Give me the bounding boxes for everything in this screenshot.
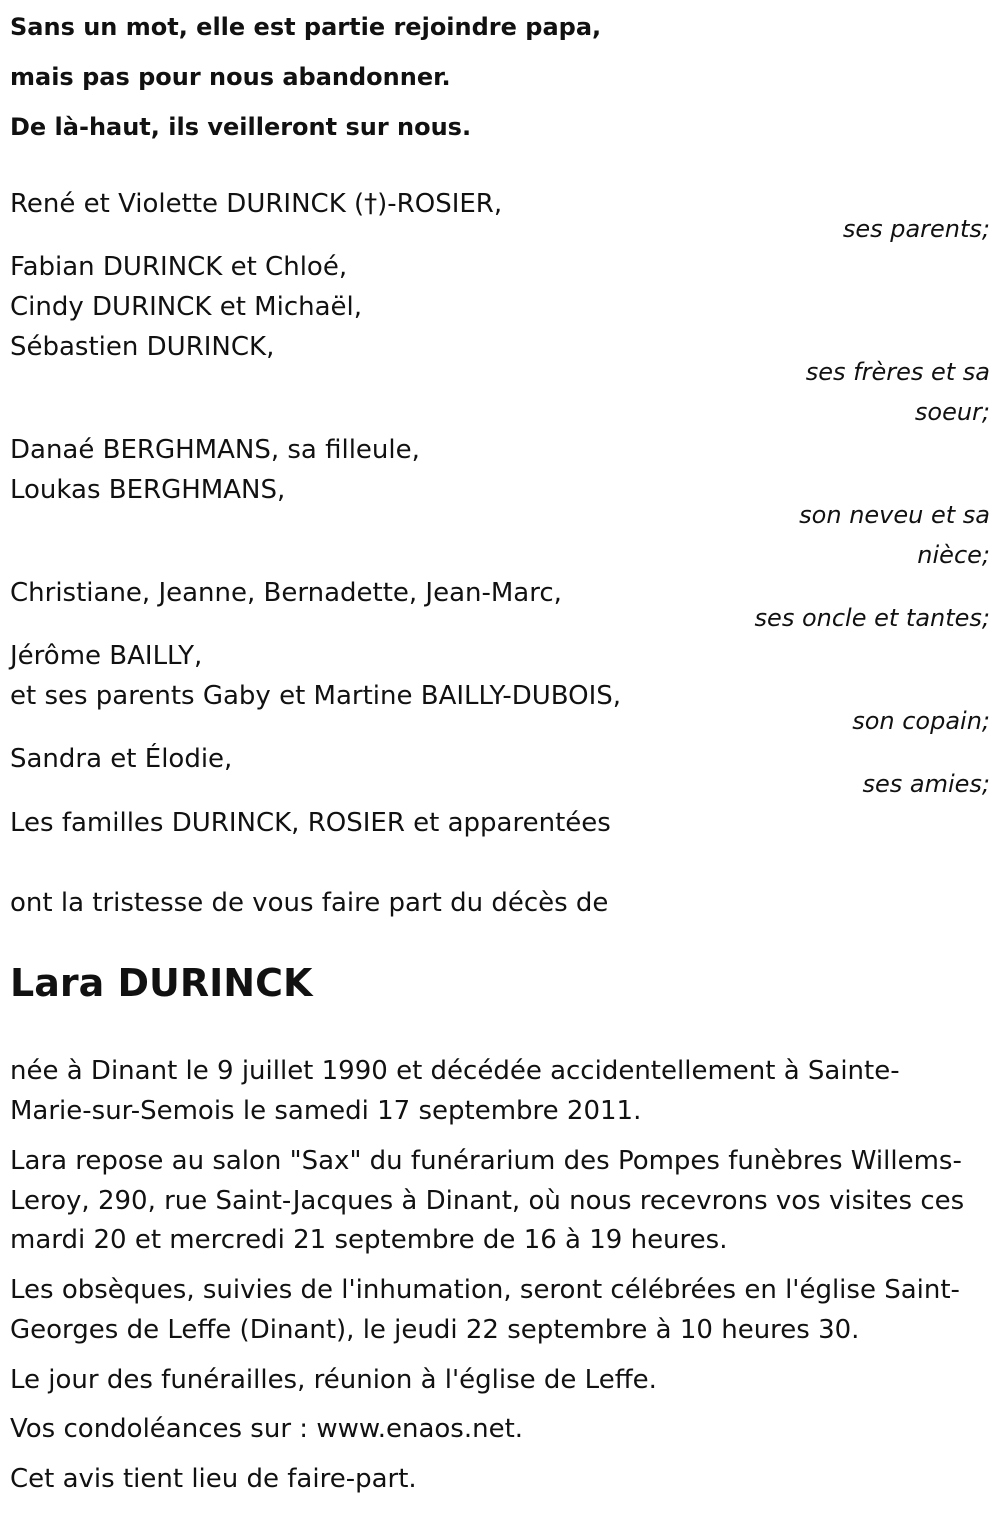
aunts-relation: ses oncle et tantes; bbox=[754, 604, 990, 632]
siblings-relation: ses frères et sa bbox=[805, 358, 990, 386]
details-line: Lara repose au salon "Sax" du funérarium des Pompes funèbres Willems- bbox=[10, 1146, 962, 1176]
announcement: ont la tristesse de vous faire part du décès de bbox=[10, 888, 609, 918]
boyfriend-parents: et ses parents Gaby et Martine BAILLY-DUBOIS, bbox=[10, 681, 622, 711]
details-line: mardi 20 et mercredi 21 septembre de 16 à 19 heures. bbox=[10, 1225, 728, 1255]
friends-names: Sandra et Élodie, bbox=[10, 744, 233, 774]
intro-line: Sans un mot, elle est partie rejoindre papa, bbox=[10, 13, 602, 41]
details-line: née à Dinant le 9 juillet 1990 et décédée accidentellement à Sainte- bbox=[10, 1056, 900, 1086]
boyfriend-name: Jérôme BAILLY, bbox=[10, 641, 203, 671]
siblings-relation: soeur; bbox=[914, 398, 990, 426]
details-line: Le jour des funérailles, réunion à l'église de Leffe. bbox=[10, 1365, 657, 1395]
intro-line: De là-haut, ils veilleront sur nous. bbox=[10, 113, 472, 141]
details-line: Les obsèques, suivies de l'inhumation, seront célébrées en l'église Saint- bbox=[10, 1275, 960, 1305]
nephew-relation: son neveu et sa bbox=[799, 501, 990, 529]
boyfriend-relation: son copain; bbox=[852, 707, 990, 735]
sibling-name: Cindy DURINCK et Michaël, bbox=[10, 292, 363, 322]
friends-relation: ses amies; bbox=[862, 770, 990, 798]
aunts-names: Christiane, Jeanne, Bernadette, Jean-Marc, bbox=[10, 578, 562, 608]
parents-relation: ses parents; bbox=[842, 215, 990, 243]
families-line: Les familles DURINCK, ROSIER et apparentées bbox=[10, 808, 611, 838]
intro-line: mais pas pour nous abandonner. bbox=[10, 63, 451, 91]
parents-names: René et Violette DURINCK (†)-ROSIER, bbox=[10, 189, 503, 219]
details-line: Leroy, 290, rue Saint-Jacques à Dinant, où nous recevrons vos visites ces bbox=[10, 1186, 965, 1216]
nephew-name: Loukas BERGHMANS, bbox=[10, 475, 286, 505]
details-line: Marie-sur-Semois le samedi 17 septembre 2011. bbox=[10, 1096, 642, 1126]
condolences-line: Vos condoléances sur : www.enaos.net. bbox=[10, 1414, 524, 1444]
details-line: Cet avis tient lieu de faire-part. bbox=[10, 1464, 417, 1494]
sibling-name: Sébastien DURINCK, bbox=[10, 332, 275, 362]
details-line: Georges de Leffe (Dinant), le jeudi 22 septembre à 10 heures 30. bbox=[10, 1315, 860, 1345]
sibling-name: Fabian DURINCK et Chloé, bbox=[10, 252, 348, 282]
nephew-name: Danaé BERGHMANS, sa filleule, bbox=[10, 435, 420, 465]
nephew-relation: nièce; bbox=[917, 541, 990, 569]
deceased-name: Lara DURINCK bbox=[10, 961, 313, 1005]
